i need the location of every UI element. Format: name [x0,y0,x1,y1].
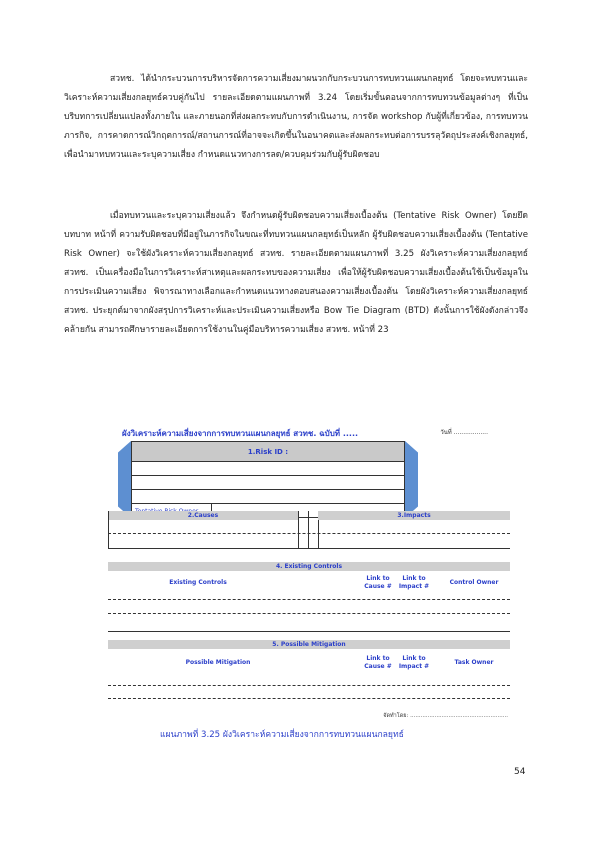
form-title: ผังวิเคราะห์ความเสี่ยงจากการทบทวนแผนกลยุทธ์ สวทช. ฉบับที่ ..... [122,429,359,438]
causes-header: 2.Causes [108,511,298,520]
risk-id-header: 1.Risk ID : [132,442,404,462]
risk-analysis-form [108,427,510,727]
controls-dashed-line [108,599,510,600]
bowtie-right-wing [405,441,418,518]
section-divider [108,631,510,632]
section-divider [108,548,510,549]
body-paragraph-2: เมื่อทบทวนและระบุความเสี่ยงแล้ว จึงกำหนดผู้รับผิดชอบความเสี่ยงเบื้องต้น (Tentative Risk Owner) โดยยึดบทบาท หน้าที่ ความรับผิดชอบที่มีอยู่ในภารกิจในขณะที่ทบทวนแผนกลยุทธ์เป็นหลัก ผู้รับผิดชอบความเสี่ยงเบื้องต้น (Tentative Risk Owner) จะใช้ผังวิเคราะห์ความเสี่ยงกลยุทธ์ สวทช. รายละเอียดตามแผนภาพที่ 3.25 ผังวิเคราะห์ความเสี่ยงกลยุทธ์ สวทช. เป็นเครื่องมือในการวิเคราะห์สาเหตุและผลกระทบของความเสี่ยง เพื่อให้ผู้รับผิดชอบความเสี่ยงเบื้องต้นใช้เป็นข้อมูลในการประเมินความเสี่ยง พิจารณาทางเลือกและกำหนดแนวทางตอบสนองความเสี่ยงเบื้องต้น โดยผังวิเคราะห์ความเสี่ยงกลยุทธ์ สวทช. ประยุกต์มาจากผังสรุปการวิเคราะห์และประเมินความเสี่ยงหรือ Bow Tie Diagram (BTD) ดังนั้นการใช้ผังดังกล่าวจึงคล้ายกัน สามารถศึกษารายละเอียดการใช้งานในคู่มือบริหารความเสี่ยง สวทช. หน้าที่ 23 [64,211,528,335]
mitigation-dashed-line [108,685,510,686]
form-date: วันที่ .................. [440,429,488,436]
impacts-header: 3.Impacts [318,511,510,520]
mitigation-link-to-cause-column: Link to Cause # [364,655,392,670]
impacts-inner-border [318,520,319,548]
risk-id-box [131,441,405,518]
mitigation-dashed-line [108,698,510,699]
possible-mitigation-header: 5. Possible Mitigation [108,640,510,649]
task-owner-column: Task Owner [454,659,494,666]
risk-line [132,476,404,490]
possible-mitigation-column: Possible Mitigation [185,659,251,666]
mitigation-link-to-impact-column: Link to Impact # [398,655,430,670]
body-paragraph-1: สวทช. ได้นำกระบวนการบริหารจัดการความเสี่ยงมาผนวกกับกระบวนการทบทวนแผนกลยุทธ์ โดยจะทบทวนและวิเคราะห์ความเสี่ยงกลยุทธ์ควบคู่กันไป รายละเอียดตามแผนภาพที่ 3.24 โดยเริ่มขั้นตอนจากการทบทวนข้อมูลต่างๆ ที่เป็นบริบทการเปลี่ยนแปลงทั้งภายใน และภายนอกที่ส่งผลกระทบกับการดำเนินงาน, การจัด workshop กับผู้ที่เกี่ยวข้อง, การทบทวนภารกิจ, การคาดการณ์วิกฤตการณ์/สถานการณ์ที่อาจจะเกิดขึ้นในอนาคตและส่งผลกระทบต่อการบรรลุวัตถุประสงค์เชิงกลยุทธ์, เพื่อนำมาทบทวนและระบุความเสี่ยง กำหนดแนวทางการลด/ควบคุมร่วมกับผู้รับผิดชอบ [64,74,528,160]
figure-caption: แผนภาพที่ 3.25 ผังวิเคราะห์ความเสี่ยงจากการทบทวนแผนกลยุทธ์ [160,730,404,740]
existing-controls-column: Existing Controls [169,579,227,586]
controls-dashed-line [108,613,510,614]
bowtie-left-wing [118,441,131,518]
link-to-impact-column: Link to Impact # [398,575,430,590]
impacts-left-border [308,511,309,548]
causes-impacts-dashed-line [108,533,510,534]
link-to-cause-column: Link to Cause # [364,575,392,590]
page-number: 54 [514,767,526,777]
prepared-by-line: จัดทำโดย: ........................................................ [383,713,508,719]
existing-controls-header: 4. Existing Controls [108,562,510,571]
risk-line [132,490,404,504]
risk-line [132,462,404,476]
control-owner-column: Control Owner [449,579,499,586]
causes-left-border [108,511,109,548]
causes-right-border [298,511,299,548]
